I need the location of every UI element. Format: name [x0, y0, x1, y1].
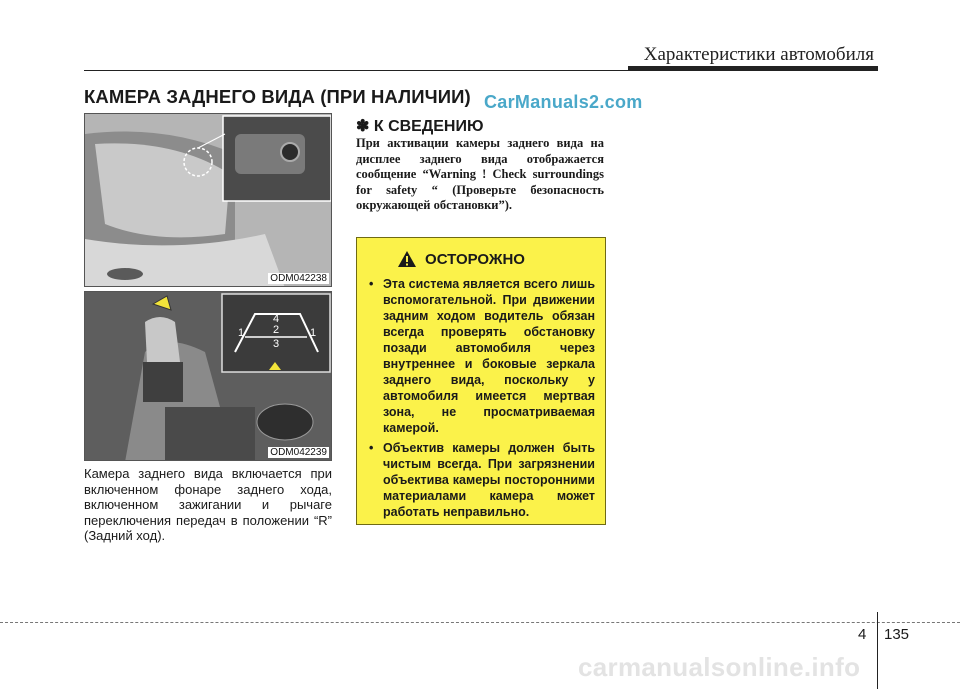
warning-triangle-icon — [397, 250, 417, 268]
rear-car-illustration — [85, 114, 332, 287]
marker-4: 4 — [272, 313, 280, 325]
marker-1-left: 1 — [237, 327, 245, 339]
warning-list — [367, 276, 595, 520]
watermark-bottom[interactable]: carmanualsonline.info — [578, 652, 861, 682]
marker-3: 3 — [272, 338, 280, 350]
figure-code: ODM042239 — [270, 447, 327, 458]
bullet-icon: • — [369, 441, 374, 455]
figure-code: ODM042238 — [270, 273, 327, 284]
section-title: КАМЕРА ЗАДНЕГО ВИДА (ПРИ НАЛИЧИИ) — [84, 86, 471, 107]
header-rule — [84, 70, 630, 71]
warning-box — [356, 237, 606, 525]
shifter-illustration — [85, 292, 332, 461]
warning-title: ОСТОРОЖНО — [425, 250, 525, 268]
footer-divider — [0, 622, 960, 623]
bullet-icon: • — [369, 277, 374, 291]
body-text: Камера заднего вида включается при включенном фонаре заднего хода, включенном зажигании и рычаге переключения передач в положении “R” (Задний ход). — [84, 466, 332, 543]
rear-camera-photo — [84, 113, 332, 287]
page-number: 135 — [884, 626, 910, 643]
notice-text: При активации камеры заднего вида на дисплее заднего вида отображается сообщение “Warning ! Check surroundings for safety “ (Проверьте безопасность окружающей обстановки”). — [356, 136, 604, 212]
marker-2: 2 — [272, 324, 280, 336]
gear-shifter-photo — [84, 291, 332, 461]
watermark-top[interactable]: CarManuals2.com — [484, 92, 643, 112]
warning-item-text: Объектив камеры должен быть чистым всегда. При загрязнении объектива камеры посторонними материалами камера может работать неправильно. — [383, 441, 595, 519]
header-rule-thick — [628, 66, 878, 71]
notice-title: ✽ К СВЕДЕНИЮ — [356, 118, 484, 135]
warning-item-text: Эта система является всего лишь вспомогательной. При движении задним ходом водитель обязан всегда проверять обстановку позади автомобиля через внутреннее и боковые зеркала заднего вида, поскольку у автомобиля имеется мертвая зона, не просматриваемая камерой. — [383, 277, 595, 435]
marker-1-right: 1 — [309, 327, 317, 339]
header-title: Характеристики автомобиля — [643, 44, 874, 65]
chapter-number: 4 — [858, 626, 867, 643]
list-item — [367, 276, 595, 436]
warning-header — [327, 250, 595, 268]
footer-vertical-line — [877, 612, 878, 689]
list-item — [367, 440, 595, 520]
